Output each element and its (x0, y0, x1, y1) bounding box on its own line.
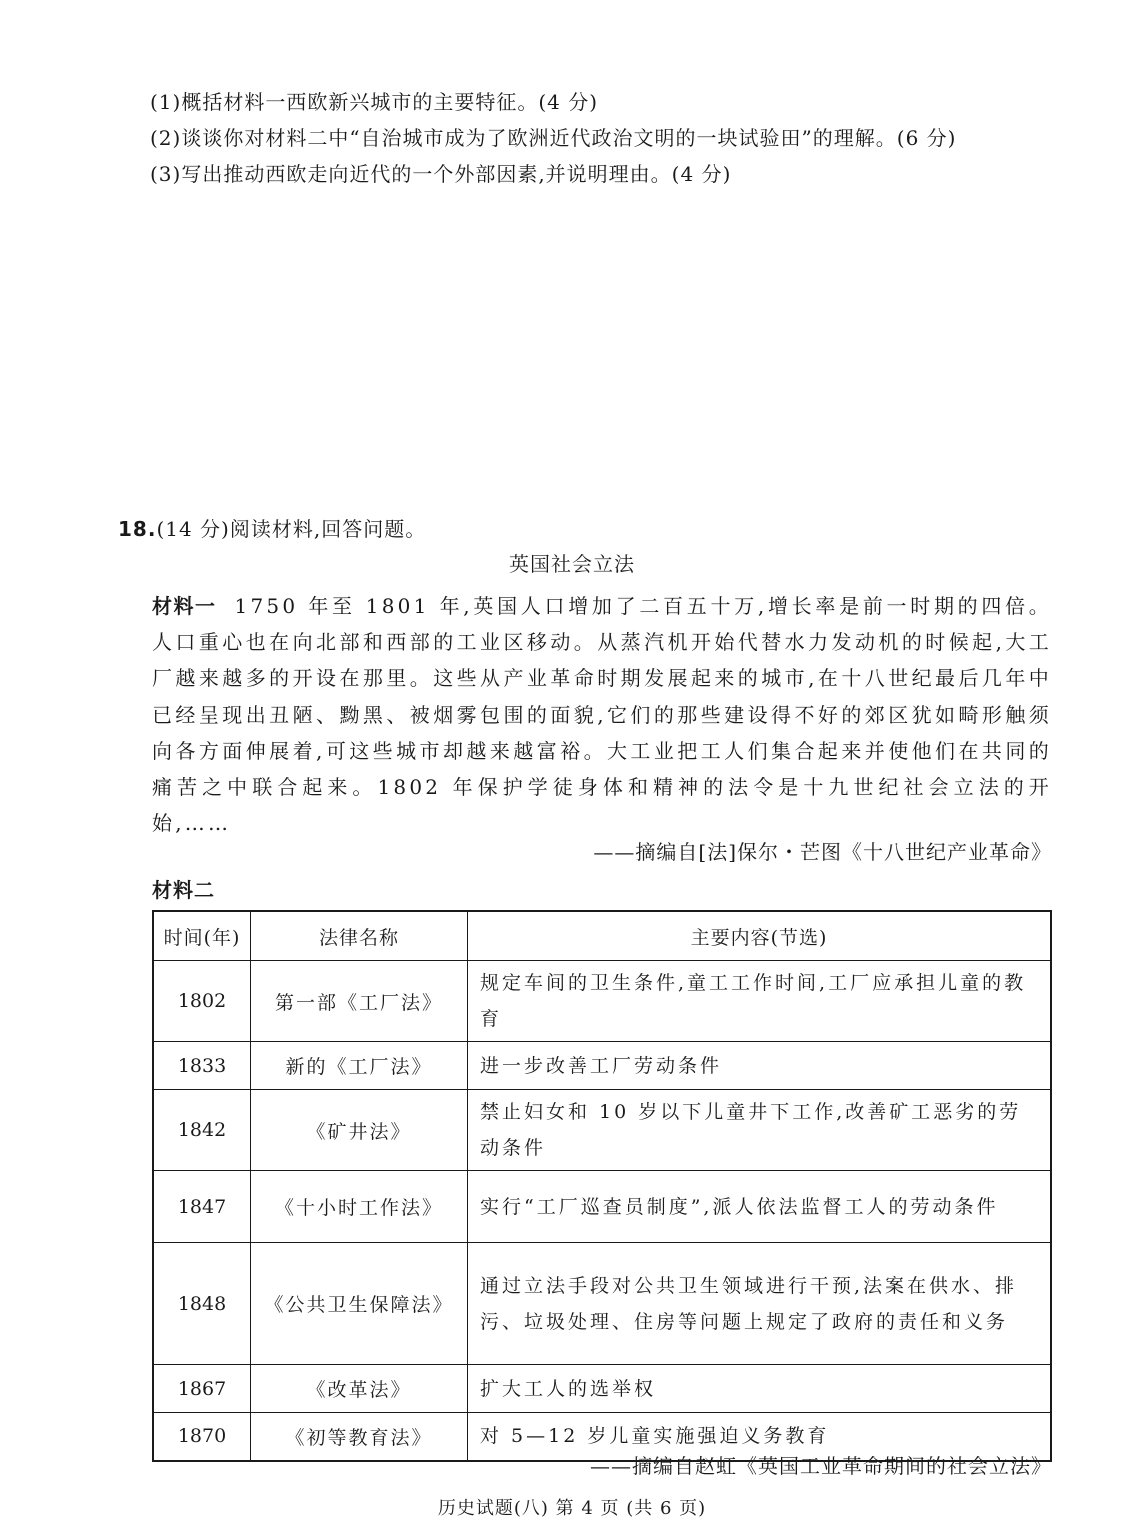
subquestion-1: (1)概括材料一西欧新兴城市的主要特征。(4 分) (150, 90, 599, 114)
content-cell: 进一步改善工厂劳动条件 (468, 1042, 1052, 1090)
year-cell: 1848 (153, 1243, 251, 1365)
content-cell: 实行“工厂巡查员制度”,派人依法监督工人的劳动条件 (468, 1171, 1052, 1243)
table-row (153, 961, 1051, 1042)
subquestion-3: (3)写出推动西欧走向近代的一个外部因素,并说明理由。(4 分) (150, 162, 732, 186)
law-name-cell: 《十小时工作法》 (251, 1171, 468, 1243)
law-name-cell: 《公共卫生保障法》 (251, 1243, 468, 1365)
page-footer: 历史试题(八) 第 4 页 (共 6 页) (437, 1498, 707, 1519)
table-row (153, 1243, 1051, 1365)
material-title: 英国社会立法 (509, 552, 635, 576)
table-row (153, 1042, 1051, 1090)
law-name-cell: 《矿井法》 (251, 1090, 468, 1171)
table-row (153, 1171, 1051, 1243)
year-cell: 1847 (153, 1171, 251, 1243)
year-cell: 1802 (153, 961, 251, 1042)
table-row (153, 1090, 1051, 1171)
content-cell: 通过立法手段对公共卫生领域进行干预,法案在供水、排污、垃圾处理、住房等问题上规定了政府的责任和义务 (468, 1243, 1052, 1365)
year-cell: 1833 (153, 1042, 251, 1090)
law-name-cell: 新的《工厂法》 (251, 1042, 468, 1090)
material-1-source: ——摘编自[法]保尔・芒图《十八世纪产业革命》 (593, 840, 1052, 864)
content-cell: 禁止妇女和 10 岁以下儿童井下工作,改善矿工恶劣的劳动条件 (468, 1090, 1052, 1171)
column-header-law-name: 法律名称 (251, 911, 468, 961)
question-17-subquestions (150, 84, 1070, 192)
question-number: 18. (118, 517, 157, 541)
table-row (153, 1365, 1051, 1413)
year-cell: 1867 (153, 1365, 251, 1413)
material-2-source: ——摘编自赵虹《英国工业革命期间的社会立法》 (590, 1454, 1052, 1478)
content-cell: 对 5—12 岁儿童实施强迫义务教育 (468, 1413, 1052, 1461)
table-header-row (153, 911, 1051, 961)
content-cell: 扩大工人的选举权 (468, 1365, 1052, 1413)
material-1 (152, 588, 1052, 841)
material-1-text: 1750 年至 1801 年,英国人口增加了二百五十万,增长率是前一时期的四倍。人口重心也在向北部和西部的工业区移动。从蒸汽机开始代替水力发动机的时候起,大工厂越来越多的开设在那里。这些从产业革命时期发展起来的城市,在十八世纪最后几年中已经呈现出丑陋、黝黑、被烟雾包围的面貌,它们的那些建设得不好的郊区犹如畸形触须向各方面伸展着,可这些城市却越来越富裕。大工业把工人们集合起来并使他们在共同的痛苦之中联合起来。1802 年保护学徒身体和精神的法令是十九世纪社会立法的开始,…… (152, 594, 1053, 836)
law-name-cell: 第一部《工厂法》 (251, 961, 468, 1042)
column-header-year: 时间(年) (153, 911, 251, 961)
material-1-label: 材料一 (152, 594, 217, 618)
column-header-content: 主要内容(节选) (468, 911, 1052, 961)
subquestion-2: (2)谈谈你对材料二中“自治城市成为了欧洲近代政治文明的一块试验田”的理解。(6 分) (150, 126, 957, 150)
legislation-table (152, 910, 1052, 1462)
question-intro: (14 分)阅读材料,回答问题。 (156, 517, 427, 541)
year-cell: 1870 (153, 1413, 251, 1461)
law-name-cell: 《改革法》 (251, 1365, 468, 1413)
material-2-label: 材料二 (152, 878, 215, 902)
year-cell: 1842 (153, 1090, 251, 1171)
law-name-cell: 《初等教育法》 (251, 1413, 468, 1461)
content-cell: 规定车间的卫生条件,童工工作时间,工厂应承担儿童的教育 (468, 961, 1052, 1042)
question-18-header (118, 513, 426, 542)
